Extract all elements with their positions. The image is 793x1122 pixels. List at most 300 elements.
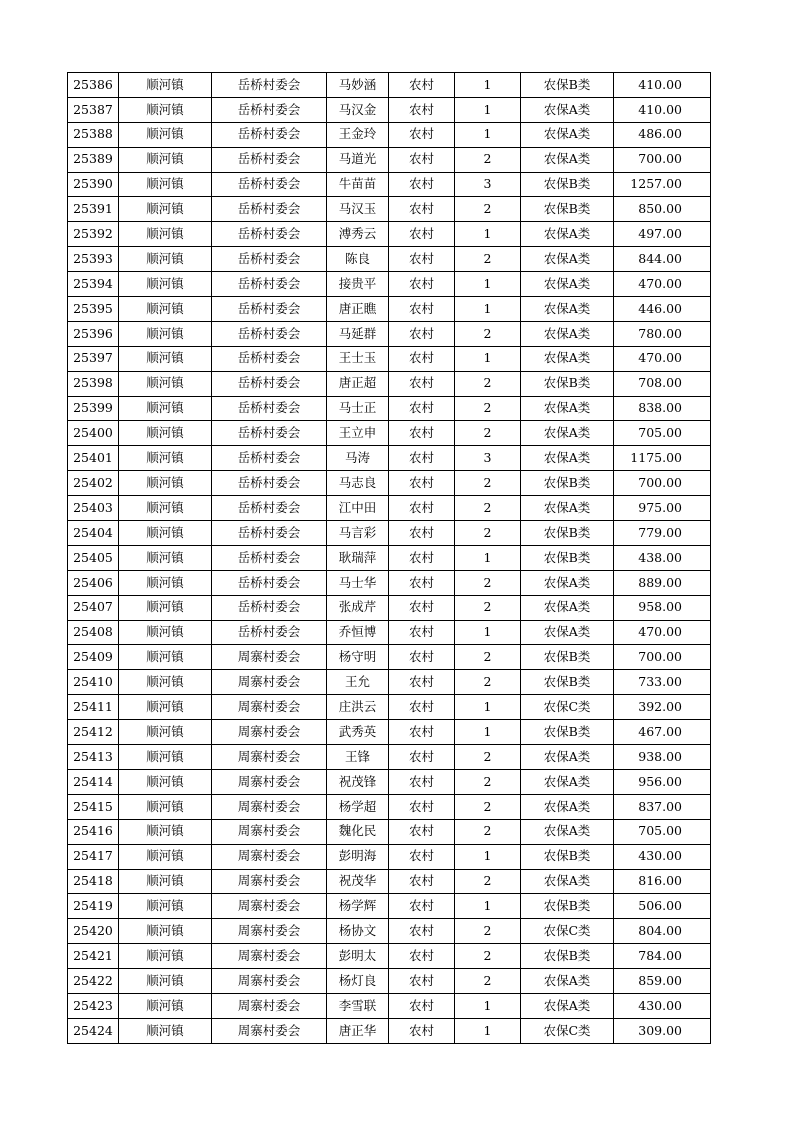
row-id-cell: 25398 <box>68 371 119 396</box>
table-row <box>68 371 711 396</box>
category-cell: 农保A类 <box>521 122 614 147</box>
row-id-cell: 25396 <box>68 321 119 346</box>
household-count-cell: 2 <box>455 944 521 969</box>
town-cell: 顺河镇 <box>119 944 212 969</box>
row-id-cell: 25424 <box>68 1018 119 1043</box>
area-cell: 农村 <box>389 794 455 819</box>
row-id-cell: 25403 <box>68 496 119 521</box>
table-row <box>68 446 711 471</box>
amount-cell: 410.00 <box>614 73 711 98</box>
name-cell: 马妙涵 <box>327 73 389 98</box>
village-cell: 岳桥村委会 <box>212 321 327 346</box>
area-cell: 农村 <box>389 869 455 894</box>
amount-cell: 700.00 <box>614 645 711 670</box>
row-id-cell: 25392 <box>68 222 119 247</box>
village-cell: 周寨村委会 <box>212 745 327 770</box>
row-id-cell: 25420 <box>68 919 119 944</box>
village-cell: 周寨村委会 <box>212 944 327 969</box>
area-cell: 农村 <box>389 371 455 396</box>
town-cell: 顺河镇 <box>119 844 212 869</box>
row-id-cell: 25407 <box>68 595 119 620</box>
village-cell: 岳桥村委会 <box>212 122 327 147</box>
area-cell: 农村 <box>389 247 455 272</box>
village-cell: 岳桥村委会 <box>212 396 327 421</box>
table-row <box>68 396 711 421</box>
village-cell: 周寨村委会 <box>212 794 327 819</box>
town-cell: 顺河镇 <box>119 346 212 371</box>
household-count-cell: 2 <box>455 969 521 994</box>
household-count-cell: 3 <box>455 446 521 471</box>
data-table <box>67 72 711 1044</box>
town-cell: 顺河镇 <box>119 222 212 247</box>
row-id-cell: 25400 <box>68 421 119 446</box>
table-row <box>68 944 711 969</box>
row-id-cell: 25415 <box>68 794 119 819</box>
area-cell: 农村 <box>389 969 455 994</box>
name-cell: 李雪联 <box>327 993 389 1018</box>
row-id-cell: 25419 <box>68 894 119 919</box>
name-cell: 溥秀云 <box>327 222 389 247</box>
household-count-cell: 2 <box>455 321 521 346</box>
town-cell: 顺河镇 <box>119 172 212 197</box>
table-row <box>68 819 711 844</box>
table-row <box>68 197 711 222</box>
category-cell: 农保A类 <box>521 969 614 994</box>
town-cell: 顺河镇 <box>119 570 212 595</box>
name-cell: 王锋 <box>327 745 389 770</box>
row-id-cell: 25405 <box>68 545 119 570</box>
village-cell: 岳桥村委会 <box>212 570 327 595</box>
category-cell: 农保C类 <box>521 1018 614 1043</box>
table-row <box>68 321 711 346</box>
row-id-cell: 25386 <box>68 73 119 98</box>
name-cell: 杨学超 <box>327 794 389 819</box>
name-cell: 王允 <box>327 670 389 695</box>
category-cell: 农保A类 <box>521 297 614 322</box>
row-id-cell: 25410 <box>68 670 119 695</box>
area-cell: 农村 <box>389 919 455 944</box>
category-cell: 农保B类 <box>521 645 614 670</box>
town-cell: 顺河镇 <box>119 1018 212 1043</box>
table-row <box>68 346 711 371</box>
table-row <box>68 695 711 720</box>
town-cell: 顺河镇 <box>119 197 212 222</box>
amount-cell: 470.00 <box>614 346 711 371</box>
row-id-cell: 25413 <box>68 745 119 770</box>
name-cell: 张成芹 <box>327 595 389 620</box>
category-cell: 农保C类 <box>521 695 614 720</box>
amount-cell: 470.00 <box>614 272 711 297</box>
row-id-cell: 25390 <box>68 172 119 197</box>
name-cell: 祝茂华 <box>327 869 389 894</box>
town-cell: 顺河镇 <box>119 595 212 620</box>
village-cell: 岳桥村委会 <box>212 147 327 172</box>
town-cell: 顺河镇 <box>119 919 212 944</box>
name-cell: 庄洪云 <box>327 695 389 720</box>
amount-cell: 850.00 <box>614 197 711 222</box>
row-id-cell: 25399 <box>68 396 119 421</box>
table-body <box>68 73 711 1044</box>
town-cell: 顺河镇 <box>119 73 212 98</box>
area-cell: 农村 <box>389 769 455 794</box>
area-cell: 农村 <box>389 720 455 745</box>
household-count-cell: 2 <box>455 521 521 546</box>
area-cell: 农村 <box>389 73 455 98</box>
village-cell: 岳桥村委会 <box>212 545 327 570</box>
household-count-cell: 2 <box>455 421 521 446</box>
amount-cell: 486.00 <box>614 122 711 147</box>
village-cell: 岳桥村委会 <box>212 272 327 297</box>
household-count-cell: 1 <box>455 993 521 1018</box>
name-cell: 陈良 <box>327 247 389 272</box>
category-cell: 农保B类 <box>521 471 614 496</box>
household-count-cell: 2 <box>455 247 521 272</box>
area-cell: 农村 <box>389 122 455 147</box>
household-count-cell: 1 <box>455 346 521 371</box>
name-cell: 王士玉 <box>327 346 389 371</box>
village-cell: 岳桥村委会 <box>212 172 327 197</box>
area-cell: 农村 <box>389 272 455 297</box>
village-cell: 周寨村委会 <box>212 1018 327 1043</box>
area-cell: 农村 <box>389 819 455 844</box>
table-row <box>68 521 711 546</box>
row-id-cell: 25409 <box>68 645 119 670</box>
amount-cell: 700.00 <box>614 147 711 172</box>
household-count-cell: 2 <box>455 919 521 944</box>
village-cell: 岳桥村委会 <box>212 197 327 222</box>
town-cell: 顺河镇 <box>119 620 212 645</box>
name-cell: 武秀英 <box>327 720 389 745</box>
household-count-cell: 2 <box>455 670 521 695</box>
name-cell: 马志良 <box>327 471 389 496</box>
town-cell: 顺河镇 <box>119 97 212 122</box>
name-cell: 唐正华 <box>327 1018 389 1043</box>
household-count-cell: 1 <box>455 122 521 147</box>
row-id-cell: 25416 <box>68 819 119 844</box>
household-count-cell: 1 <box>455 222 521 247</box>
village-cell: 周寨村委会 <box>212 919 327 944</box>
amount-cell: 804.00 <box>614 919 711 944</box>
town-cell: 顺河镇 <box>119 993 212 1018</box>
name-cell: 唐正超 <box>327 371 389 396</box>
row-id-cell: 25414 <box>68 769 119 794</box>
table-row <box>68 297 711 322</box>
name-cell: 王立申 <box>327 421 389 446</box>
area-cell: 农村 <box>389 396 455 421</box>
row-id-cell: 25417 <box>68 844 119 869</box>
name-cell: 耿瑞萍 <box>327 545 389 570</box>
category-cell: 农保A类 <box>521 993 614 1018</box>
category-cell: 农保B类 <box>521 73 614 98</box>
row-id-cell: 25391 <box>68 197 119 222</box>
amount-cell: 889.00 <box>614 570 711 595</box>
area-cell: 农村 <box>389 172 455 197</box>
category-cell: 农保A类 <box>521 794 614 819</box>
row-id-cell: 25388 <box>68 122 119 147</box>
table-row <box>68 272 711 297</box>
household-count-cell: 1 <box>455 297 521 322</box>
household-count-cell: 2 <box>455 570 521 595</box>
household-count-cell: 2 <box>455 819 521 844</box>
category-cell: 农保A类 <box>521 272 614 297</box>
town-cell: 顺河镇 <box>119 645 212 670</box>
town-cell: 顺河镇 <box>119 471 212 496</box>
table-row <box>68 496 711 521</box>
town-cell: 顺河镇 <box>119 695 212 720</box>
area-cell: 农村 <box>389 545 455 570</box>
amount-cell: 956.00 <box>614 769 711 794</box>
amount-cell: 438.00 <box>614 545 711 570</box>
category-cell: 农保A类 <box>521 869 614 894</box>
town-cell: 顺河镇 <box>119 371 212 396</box>
town-cell: 顺河镇 <box>119 794 212 819</box>
household-count-cell: 2 <box>455 745 521 770</box>
row-id-cell: 25404 <box>68 521 119 546</box>
area-cell: 农村 <box>389 1018 455 1043</box>
table-row <box>68 969 711 994</box>
village-cell: 周寨村委会 <box>212 894 327 919</box>
category-cell: 农保B类 <box>521 545 614 570</box>
area-cell: 农村 <box>389 222 455 247</box>
table-row <box>68 147 711 172</box>
household-count-cell: 2 <box>455 147 521 172</box>
town-cell: 顺河镇 <box>119 446 212 471</box>
table-row <box>68 670 711 695</box>
name-cell: 杨学辉 <box>327 894 389 919</box>
name-cell: 杨协文 <box>327 919 389 944</box>
table-row <box>68 919 711 944</box>
row-id-cell: 25412 <box>68 720 119 745</box>
town-cell: 顺河镇 <box>119 819 212 844</box>
category-cell: 农保C类 <box>521 919 614 944</box>
area-cell: 农村 <box>389 321 455 346</box>
row-id-cell: 25422 <box>68 969 119 994</box>
category-cell: 农保A类 <box>521 97 614 122</box>
household-count-cell: 1 <box>455 73 521 98</box>
household-count-cell: 1 <box>455 720 521 745</box>
village-cell: 周寨村委会 <box>212 720 327 745</box>
category-cell: 农保A类 <box>521 620 614 645</box>
village-cell: 岳桥村委会 <box>212 297 327 322</box>
household-count-cell: 1 <box>455 894 521 919</box>
table-row <box>68 794 711 819</box>
area-cell: 农村 <box>389 147 455 172</box>
area-cell: 农村 <box>389 297 455 322</box>
table-row <box>68 620 711 645</box>
area-cell: 农村 <box>389 894 455 919</box>
name-cell: 唐正瞧 <box>327 297 389 322</box>
town-cell: 顺河镇 <box>119 670 212 695</box>
table-row <box>68 570 711 595</box>
name-cell: 杨灯良 <box>327 969 389 994</box>
category-cell: 农保A类 <box>521 222 614 247</box>
area-cell: 农村 <box>389 844 455 869</box>
household-count-cell: 2 <box>455 794 521 819</box>
town-cell: 顺河镇 <box>119 247 212 272</box>
village-cell: 岳桥村委会 <box>212 446 327 471</box>
category-cell: 农保B类 <box>521 371 614 396</box>
household-count-cell: 2 <box>455 645 521 670</box>
amount-cell: 733.00 <box>614 670 711 695</box>
table-row <box>68 993 711 1018</box>
area-cell: 农村 <box>389 197 455 222</box>
town-cell: 顺河镇 <box>119 894 212 919</box>
table-row <box>68 97 711 122</box>
area-cell: 农村 <box>389 97 455 122</box>
amount-cell: 1175.00 <box>614 446 711 471</box>
category-cell: 农保A类 <box>521 769 614 794</box>
amount-cell: 430.00 <box>614 844 711 869</box>
amount-cell: 859.00 <box>614 969 711 994</box>
amount-cell: 410.00 <box>614 97 711 122</box>
name-cell: 江中田 <box>327 496 389 521</box>
table-row <box>68 247 711 272</box>
town-cell: 顺河镇 <box>119 969 212 994</box>
table-row <box>68 73 711 98</box>
category-cell: 农保A类 <box>521 247 614 272</box>
category-cell: 农保A类 <box>521 595 614 620</box>
household-count-cell: 2 <box>455 496 521 521</box>
village-cell: 岳桥村委会 <box>212 496 327 521</box>
amount-cell: 470.00 <box>614 620 711 645</box>
town-cell: 顺河镇 <box>119 545 212 570</box>
household-count-cell: 1 <box>455 620 521 645</box>
name-cell: 马汉玉 <box>327 197 389 222</box>
village-cell: 周寨村委会 <box>212 695 327 720</box>
name-cell: 马言彩 <box>327 521 389 546</box>
row-id-cell: 25406 <box>68 570 119 595</box>
amount-cell: 975.00 <box>614 496 711 521</box>
category-cell: 农保A类 <box>521 421 614 446</box>
name-cell: 马道光 <box>327 147 389 172</box>
row-id-cell: 25393 <box>68 247 119 272</box>
row-id-cell: 25423 <box>68 993 119 1018</box>
amount-cell: 446.00 <box>614 297 711 322</box>
village-cell: 岳桥村委会 <box>212 521 327 546</box>
category-cell: 农保B类 <box>521 844 614 869</box>
name-cell: 彭明海 <box>327 844 389 869</box>
table-row <box>68 545 711 570</box>
table-row <box>68 745 711 770</box>
category-cell: 农保B类 <box>521 894 614 919</box>
area-cell: 农村 <box>389 670 455 695</box>
category-cell: 农保B类 <box>521 944 614 969</box>
table-row <box>68 720 711 745</box>
household-count-cell: 1 <box>455 272 521 297</box>
town-cell: 顺河镇 <box>119 272 212 297</box>
name-cell: 杨守明 <box>327 645 389 670</box>
village-cell: 岳桥村委会 <box>212 247 327 272</box>
village-cell: 岳桥村委会 <box>212 620 327 645</box>
amount-cell: 938.00 <box>614 745 711 770</box>
name-cell: 马士华 <box>327 570 389 595</box>
village-cell: 岳桥村委会 <box>212 346 327 371</box>
town-cell: 顺河镇 <box>119 720 212 745</box>
area-cell: 农村 <box>389 421 455 446</box>
amount-cell: 816.00 <box>614 869 711 894</box>
category-cell: 农保A类 <box>521 570 614 595</box>
category-cell: 农保A类 <box>521 745 614 770</box>
category-cell: 农保A类 <box>521 496 614 521</box>
amount-cell: 430.00 <box>614 993 711 1018</box>
name-cell: 马涛 <box>327 446 389 471</box>
name-cell: 牛苗苗 <box>327 172 389 197</box>
household-count-cell: 1 <box>455 1018 521 1043</box>
amount-cell: 705.00 <box>614 819 711 844</box>
table-row <box>68 172 711 197</box>
household-count-cell: 2 <box>455 471 521 496</box>
name-cell: 乔恒博 <box>327 620 389 645</box>
amount-cell: 838.00 <box>614 396 711 421</box>
amount-cell: 392.00 <box>614 695 711 720</box>
town-cell: 顺河镇 <box>119 421 212 446</box>
village-cell: 周寨村委会 <box>212 844 327 869</box>
table-row <box>68 769 711 794</box>
row-id-cell: 25421 <box>68 944 119 969</box>
town-cell: 顺河镇 <box>119 521 212 546</box>
area-cell: 农村 <box>389 521 455 546</box>
row-id-cell: 25387 <box>68 97 119 122</box>
category-cell: 农保A类 <box>521 346 614 371</box>
village-cell: 岳桥村委会 <box>212 595 327 620</box>
town-cell: 顺河镇 <box>119 869 212 894</box>
town-cell: 顺河镇 <box>119 122 212 147</box>
table-row <box>68 894 711 919</box>
category-cell: 农保A类 <box>521 321 614 346</box>
category-cell: 农保A类 <box>521 147 614 172</box>
category-cell: 农保B类 <box>521 720 614 745</box>
village-cell: 岳桥村委会 <box>212 421 327 446</box>
table-row <box>68 844 711 869</box>
table-row <box>68 1018 711 1043</box>
town-cell: 顺河镇 <box>119 745 212 770</box>
amount-cell: 705.00 <box>614 421 711 446</box>
area-cell: 农村 <box>389 496 455 521</box>
area-cell: 农村 <box>389 346 455 371</box>
village-cell: 周寨村委会 <box>212 993 327 1018</box>
area-cell: 农村 <box>389 745 455 770</box>
town-cell: 顺河镇 <box>119 396 212 421</box>
category-cell: 农保B类 <box>521 521 614 546</box>
village-cell: 岳桥村委会 <box>212 371 327 396</box>
household-count-cell: 2 <box>455 197 521 222</box>
village-cell: 周寨村委会 <box>212 819 327 844</box>
household-count-cell: 1 <box>455 844 521 869</box>
household-count-cell: 2 <box>455 869 521 894</box>
village-cell: 周寨村委会 <box>212 869 327 894</box>
town-cell: 顺河镇 <box>119 297 212 322</box>
amount-cell: 708.00 <box>614 371 711 396</box>
household-count-cell: 1 <box>455 97 521 122</box>
town-cell: 顺河镇 <box>119 147 212 172</box>
category-cell: 农保B类 <box>521 197 614 222</box>
household-count-cell: 2 <box>455 371 521 396</box>
row-id-cell: 25411 <box>68 695 119 720</box>
area-cell: 农村 <box>389 570 455 595</box>
name-cell: 魏化民 <box>327 819 389 844</box>
row-id-cell: 25397 <box>68 346 119 371</box>
area-cell: 农村 <box>389 695 455 720</box>
amount-cell: 506.00 <box>614 894 711 919</box>
amount-cell: 1257.00 <box>614 172 711 197</box>
name-cell: 王金玲 <box>327 122 389 147</box>
town-cell: 顺河镇 <box>119 321 212 346</box>
table-row <box>68 222 711 247</box>
amount-cell: 837.00 <box>614 794 711 819</box>
village-cell: 周寨村委会 <box>212 670 327 695</box>
amount-cell: 779.00 <box>614 521 711 546</box>
household-count-cell: 2 <box>455 396 521 421</box>
